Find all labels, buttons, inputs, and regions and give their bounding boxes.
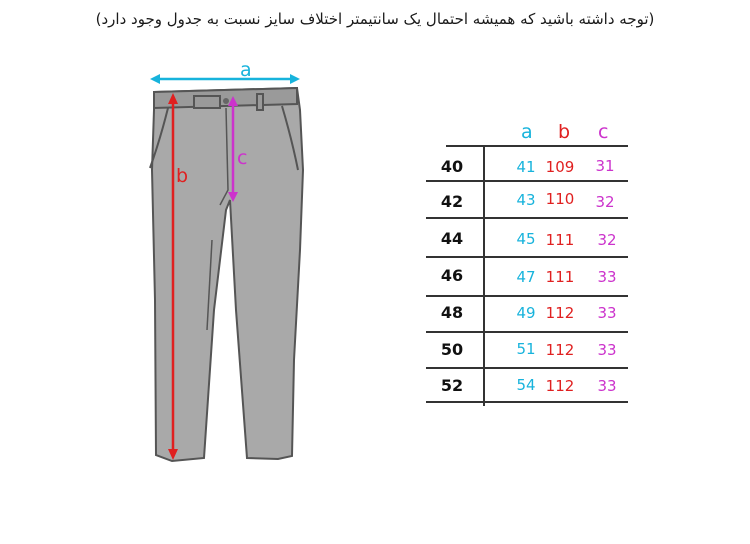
label-b: b [176,165,189,187]
cell-c: 33 [597,341,617,359]
cell-c: 32 [595,193,615,211]
size-note: (توجه داشته باشید که همیشه احتمال یک سانتیمتر اختلاف سایز نسبت به جدول وجود دارد) [95,10,655,28]
cell-b: 110 [545,190,575,208]
cell-a: 49 [516,304,536,322]
cell-b: 109 [545,158,575,176]
header-c: c [598,121,609,143]
cell-b: 112 [545,304,575,322]
cell-a: 43 [516,191,536,209]
size-44: 44 [440,229,464,248]
cell-a: 47 [516,268,536,286]
waistband [154,88,297,108]
size-46: 46 [440,266,464,285]
cell-c: 31 [595,157,615,175]
cell-c: 33 [597,377,617,395]
table-rule-top [446,145,628,147]
table-rule [426,180,628,182]
cell-a: 54 [516,376,536,394]
arrow-a-head-right [290,74,300,84]
cell-c: 32 [597,231,617,249]
cell-a: 51 [516,340,536,358]
cell-b: 112 [545,341,575,359]
belt-loop [194,96,220,108]
table-rule [426,295,628,297]
table-rule-bottom [426,401,628,403]
size-52: 52 [440,376,464,395]
waist-button [223,98,229,104]
table-rule [426,217,628,219]
size-40: 40 [440,157,464,176]
label-c: c [237,147,248,169]
size-50: 50 [440,340,464,359]
cell-a: 41 [516,158,536,176]
cell-c: 33 [597,304,617,322]
cell-c: 33 [597,268,617,286]
cell-a: 45 [516,230,536,248]
table-rule [426,256,628,258]
cell-b: 111 [545,231,575,249]
header-b: b [558,121,571,143]
table-rule [426,367,628,369]
table-rule [426,331,628,333]
cell-b: 111 [545,268,575,286]
size-42: 42 [440,192,464,211]
cell-b: 112 [545,377,575,395]
header-a: a [521,121,533,143]
label-a: a [240,59,252,81]
arrow-a-head-left [150,74,160,84]
belt-loop [257,94,263,110]
size-48: 48 [440,303,464,322]
